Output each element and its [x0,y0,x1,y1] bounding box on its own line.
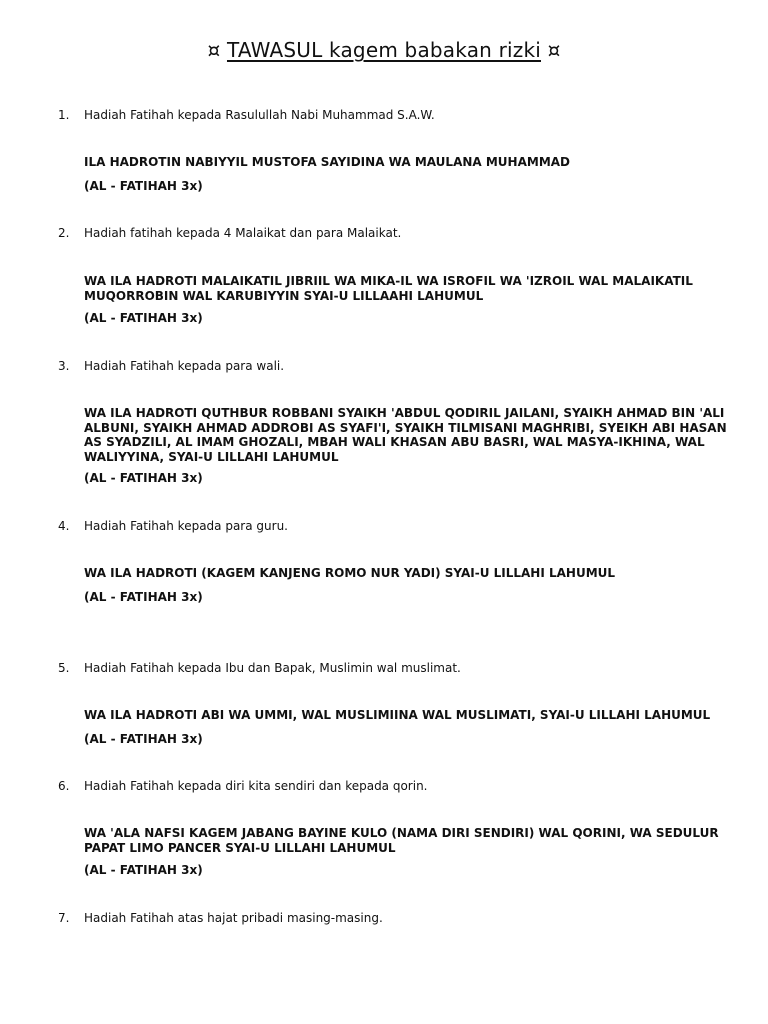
item-fatihah: (AL - FATIHAH 3x) [84,732,203,746]
item-recitation: ILA HADROTIN NABIYYIL MUSTOFA SAYIDINA WA MAULANA MUHAMMAD [84,155,571,169]
title-prefix-symbol: ¤ [207,38,221,62]
item-number: 2. [58,226,70,240]
item-fatihah: (AL - FATIHAH 3x) [84,590,203,604]
title-text: TAWASUL kagem babakan rizki [226,38,541,62]
item-recitation: WA 'ALA NAFSI KAGEM JABANG BAYINE KULO (NAMA DIRI SENDIRI) WAL QORINI, WA SEDULUR PAPAT LIMO PANCER SYAI-U LILLAHI LAHUMUL [84,826,719,855]
document-title [0,38,768,62]
item-recitation: WA ILA HADROTI QUTHBUR ROBBANI SYAIKH 'ABDUL QODIRIL JAILANI, SYAIKH AHMAD BIN 'ALI ALBUNI, SYAIKH AHMAD ADDROBI AS SYAFI'I, SYAIKH TILMISANI MAGHRIBI, SYEIKH ABI HASAN AS SYADZILI, AL IMAM GHOZALI, MBAH WALI KHASAN ABU BASRI, WAL MASYA-IKHINA, WAL WALIYYINA, SYAI-U LILLAHI LAHUMUL [84,406,727,464]
item-description: Hadiah Fatihah kepada Rasulullah Nabi Muhammad S.A.W. [84,108,435,122]
item-fatihah: (AL - FATIHAH 3x) [84,311,203,325]
item-description: Hadiah fatihah kepada 4 Malaikat dan para Malaikat. [84,226,402,240]
item-description: Hadiah Fatihah kepada para wali. [84,359,285,373]
item-description: Hadiah Fatihah kepada diri kita sendiri dan kepada qorin. [84,779,428,793]
item-recitation: WA ILA HADROTI (KAGEM KANJENG ROMO NUR YADI) SYAI-U LILLAHI LAHUMUL [84,566,616,580]
item-fatihah: (AL - FATIHAH 3x) [84,179,203,193]
item-recitation: WA ILA HADROTI ABI WA UMMI, WAL MUSLIMIINA WAL MUSLIMATI, SYAI-U LILLAHI LAHUMUL [84,708,711,722]
item-number: 6. [58,779,70,793]
item-number: 4. [58,519,70,533]
title-suffix-symbol: ¤ [547,38,561,62]
item-number: 1. [58,108,70,122]
item-fatihah: (AL - FATIHAH 3x) [84,863,203,877]
item-fatihah: (AL - FATIHAH 3x) [84,471,203,485]
item-description: Hadiah Fatihah kepada Ibu dan Bapak, Muslimin wal muslimat. [84,661,461,675]
item-number: 7. [58,911,70,925]
item-recitation: WA ILA HADROTI MALAIKATIL JIBRIIL WA MIKA-IL WA ISROFIL WA 'IZROIL WAL MALAIKATIL MUQORROBIN WAL KARUBIYYIN SYAI-U LILLAAHI LAHUMUL [84,274,693,303]
item-number: 5. [58,661,70,675]
item-description: Hadiah Fatihah kepada para guru. [84,519,288,533]
item-description: Hadiah Fatihah atas hajat pribadi masing-masing. [84,911,383,925]
item-number: 3. [58,359,70,373]
